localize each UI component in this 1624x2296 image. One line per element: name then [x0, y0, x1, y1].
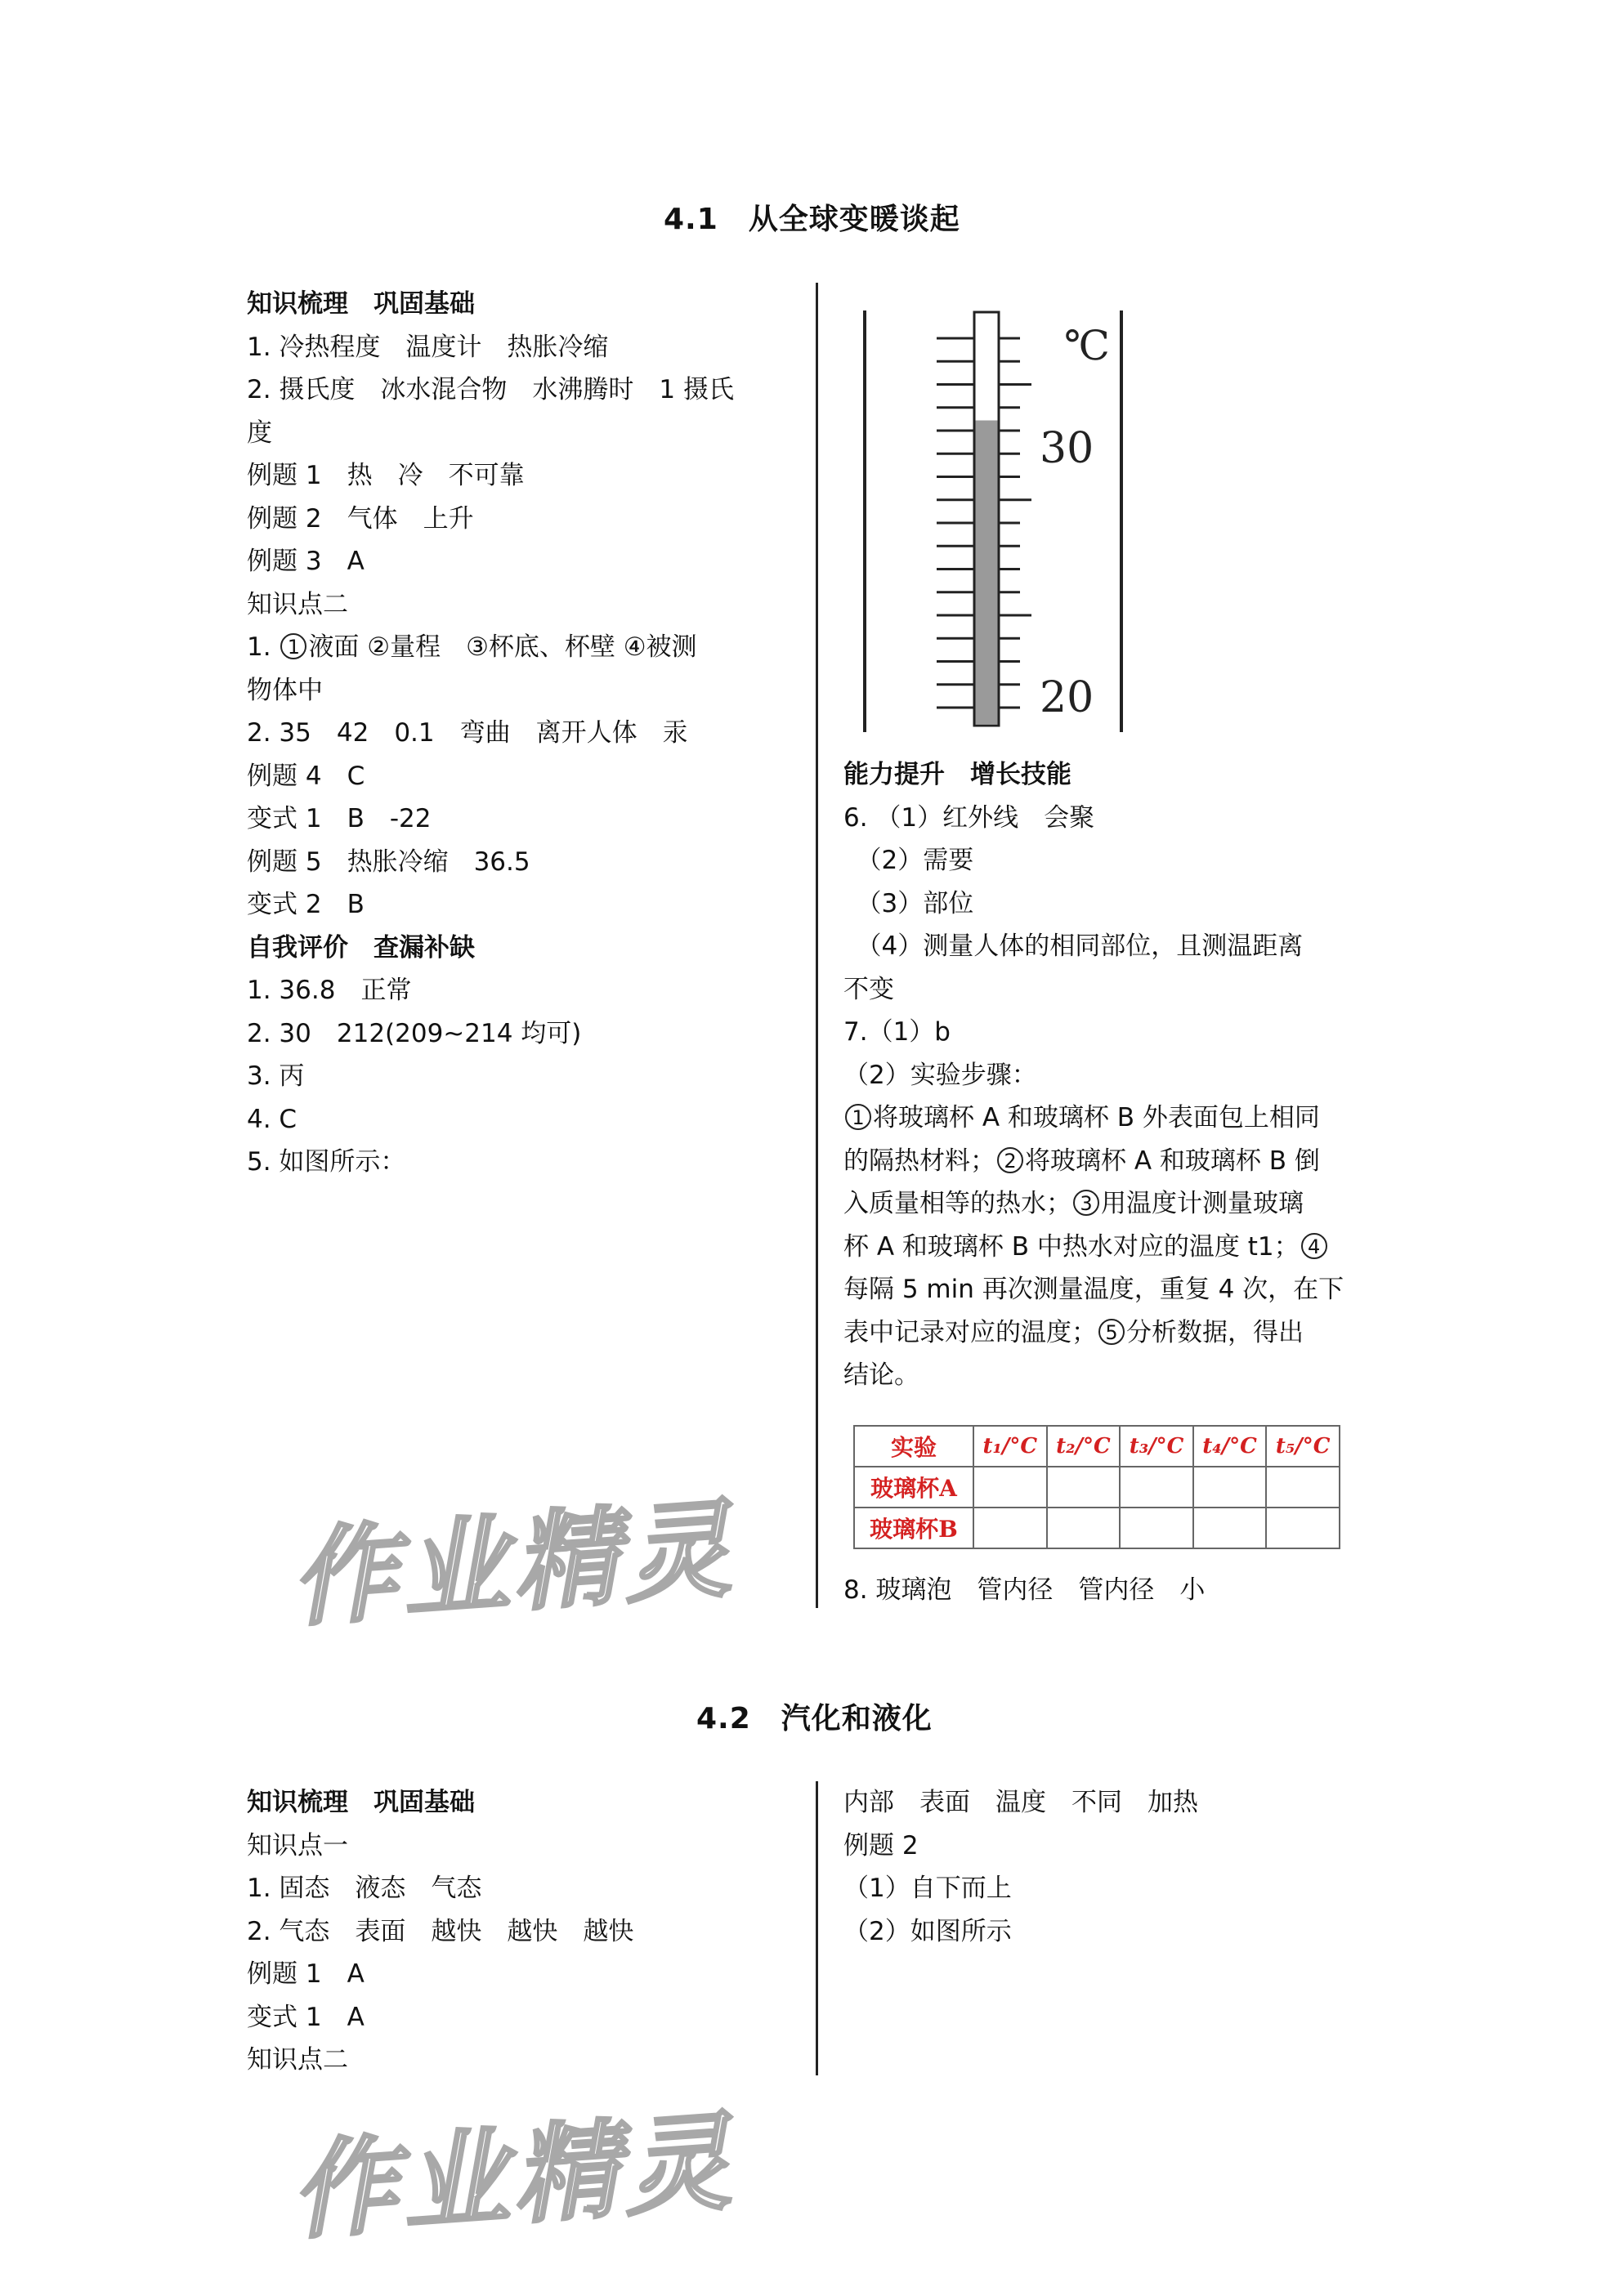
watermark-logo: 作业精灵 — [287, 2099, 740, 2254]
table-cell — [973, 1508, 1047, 1548]
unit-label: ℃ — [1064, 322, 1110, 369]
table-cell — [973, 1467, 1047, 1508]
table-header-cell: t₃/°C — [1120, 1426, 1193, 1467]
watermark-logo: 作业精灵 — [287, 1486, 740, 1642]
step-text: 杯 A 和玻璃杯 B 中热水对应的温度 t1； — [843, 1231, 1300, 1262]
table-cell — [1193, 1467, 1267, 1508]
heading-knowledge: 知识梳理 巩固基础 — [247, 289, 475, 319]
table-header-cell: t₁/°C — [973, 1426, 1047, 1467]
section-title-4-2: 4.2 汽化和液化 — [696, 1702, 933, 1735]
item-number: 1. — [247, 632, 280, 662]
table-header-row — [854, 1426, 1340, 1467]
circled-number: 3 — [1073, 1190, 1099, 1216]
answer-line: 7.（1）b — [843, 1017, 951, 1047]
heading-self-eval: 自我评价 查漏补缺 — [247, 932, 475, 963]
step-text: 分析数据，得出 — [1126, 1317, 1304, 1347]
knowledge-point-label: 知识点二 — [247, 2045, 348, 2075]
table-header-cell: t₂/°C — [1047, 1426, 1121, 1467]
answer-line: 2. 摄氏度 冰水混合物 水沸腾时 1 摄氏 — [247, 375, 735, 404]
answer-text: 液面 ②量程 ③杯底、杯壁 ④被测 — [308, 632, 697, 662]
answer-line: 内部 表面 温度 不同 加热 — [843, 1788, 1198, 1817]
left-column-4-1 — [247, 283, 811, 1184]
heading-ability: 能力提升 增长技能 — [843, 760, 1071, 789]
table-cell — [1047, 1467, 1121, 1508]
circled-number: 1 — [845, 1104, 871, 1130]
answer-line: （2）实验步骤： — [843, 1060, 1037, 1090]
answer-line: 8. 玻璃泡 管内径 管内径 小 — [843, 1575, 1206, 1605]
heading-knowledge: 知识梳理 巩固基础 — [247, 1788, 475, 1817]
knowledge-point-label: 知识点二 — [247, 589, 348, 619]
table-row — [854, 1508, 1340, 1548]
answer-line: 4. C — [247, 1104, 298, 1134]
thermometer-figure — [850, 299, 1136, 740]
example-line: 例题 4 C — [247, 761, 365, 791]
step-line — [843, 1140, 1399, 1183]
example-line: 例题 1 A — [247, 1959, 365, 1989]
answer-line: 物体中 — [247, 675, 323, 705]
answer-line: 2. 35 42 0.1 弯曲 离开人体 汞 — [247, 718, 688, 748]
table-header-cell: 实验 — [854, 1426, 973, 1467]
step-text: 的隔热材料； — [843, 1146, 995, 1176]
step-text: 表中记录对应的温度； — [843, 1317, 1097, 1347]
answer-line: 1. 固态 液态 气态 — [247, 1874, 482, 1903]
tick-label-30: 30 — [1040, 424, 1094, 473]
answer-line: 2. 30 212(209~214 均可) — [247, 1018, 582, 1048]
answer-line — [247, 626, 811, 669]
step-text: 将玻璃杯 A 和玻璃杯 B 倒 — [1025, 1146, 1320, 1176]
right-column-4-2 — [843, 1781, 1399, 1953]
answer-line: 1. 冷热程度 温度计 热胀冷缩 — [247, 332, 609, 362]
left-column-4-2 — [247, 1781, 811, 2082]
step-line — [843, 1226, 1399, 1269]
circled-number: 4 — [1301, 1233, 1327, 1259]
table-header-cell: t₅/°C — [1266, 1426, 1340, 1467]
answer-line: 2. 气态 表面 越快 越快 越快 — [247, 1916, 634, 1946]
table-row — [854, 1467, 1340, 1508]
section-title-4-1: 4.1 从全球变暖谈起 — [664, 203, 960, 236]
answer-line: （1）自下而上 — [843, 1874, 1012, 1903]
example-line: 例题 2 气体 上升 — [247, 503, 474, 534]
answer-line: 3. 丙 — [247, 1061, 305, 1091]
table-cell — [1266, 1467, 1340, 1508]
experiment-table — [853, 1425, 1340, 1549]
table-cell — [1266, 1508, 1340, 1548]
variant-line: 变式 1 A — [247, 2002, 365, 2032]
answer-line: （3）部位 — [843, 888, 974, 918]
table-row-label: 玻璃杯A — [854, 1467, 973, 1508]
right-column-4-1 — [843, 753, 1399, 1397]
example-line: 例题 1 热 冷 不可靠 — [247, 461, 525, 490]
circled-number: 1 — [280, 633, 306, 659]
column-divider — [816, 1781, 818, 2075]
example-line: 例题 3 A — [247, 547, 365, 576]
step-line — [843, 1311, 1399, 1355]
knowledge-point-label: 知识点一 — [247, 1830, 348, 1860]
answer-line: 5. 如图所示： — [247, 1147, 406, 1177]
answer-line: （2）如图所示 — [843, 1916, 1012, 1946]
answer-line: （2）需要 — [843, 846, 974, 875]
circled-number: 2 — [997, 1147, 1023, 1173]
step-line — [843, 1182, 1399, 1226]
circled-number: 5 — [1098, 1319, 1125, 1345]
step-text: 将玻璃杯 A 和玻璃杯 B 外表面包上相同 — [873, 1103, 1320, 1132]
thermometer-liquid — [976, 421, 998, 724]
right-column-4-1-end — [843, 1569, 1399, 1612]
variant-line: 变式 1 B -22 — [247, 804, 432, 833]
table-cell — [1120, 1508, 1193, 1548]
example-line: 例题 2 — [843, 1830, 919, 1860]
table-header-cell: t₄/°C — [1193, 1426, 1267, 1467]
step-text: 入质量相等的热水； — [843, 1189, 1071, 1218]
step-line: 每隔 5 min 再次测量温度，重复 4 次，在下 — [843, 1275, 1344, 1304]
tick-label-20: 20 — [1040, 673, 1094, 722]
step-line: 结论。 — [843, 1360, 919, 1390]
table-cell — [1193, 1508, 1267, 1548]
table-row-label: 玻璃杯B — [854, 1508, 973, 1548]
example-line: 例题 5 热胀冷缩 36.5 — [247, 846, 530, 877]
answer-line: 1. 36.8 正常 — [247, 976, 412, 1005]
variant-line: 变式 2 B — [247, 890, 365, 919]
table-cell — [1120, 1467, 1193, 1508]
answer-line: （4）测量人体的相同部位，且测温距离 — [843, 931, 1304, 961]
answer-line: 度 — [247, 418, 272, 448]
step-text: 用温度计测量玻璃 — [1101, 1189, 1304, 1218]
step-line — [843, 1097, 1399, 1140]
column-divider — [816, 283, 818, 1608]
answer-line: 不变 — [843, 974, 894, 1004]
answer-line: 6. （1）红外线 会聚 — [843, 802, 1095, 833]
table-cell — [1047, 1508, 1121, 1548]
